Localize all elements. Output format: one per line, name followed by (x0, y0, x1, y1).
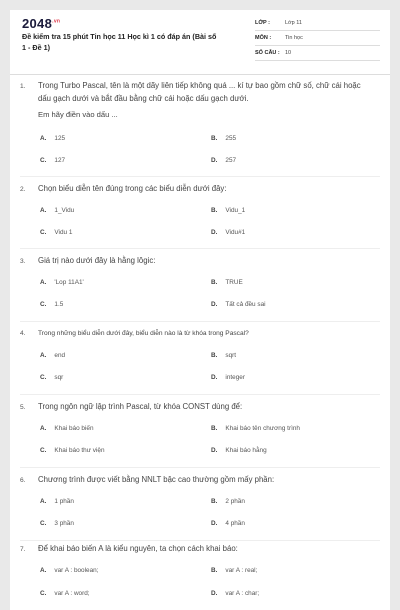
option-letter: B. (211, 425, 218, 432)
option-letter: D. (211, 520, 218, 527)
question-number: 2. (20, 186, 26, 193)
option-text: 'Lop 11A1' (54, 279, 84, 286)
meta-row-subject (255, 31, 380, 46)
question-number: 5. (20, 404, 26, 411)
option-text: Tất cả đều sai (225, 301, 266, 308)
option-b[interactable] (211, 352, 236, 359)
option-d[interactable] (211, 520, 245, 527)
option-text: 125 (54, 135, 66, 142)
option-letter: A. (40, 279, 47, 286)
option-letter: C. (40, 301, 47, 308)
option-text: 2 phần (225, 498, 245, 505)
option-text: Khai báo tên chương trình (225, 425, 300, 432)
option-b[interactable] (211, 279, 243, 286)
option-text: 255 (225, 135, 237, 142)
option-b[interactable] (211, 425, 300, 432)
option-c[interactable] (40, 229, 72, 236)
option-text: Khai báo thư viện (54, 447, 105, 454)
option-letter: A. (40, 352, 47, 359)
option-letter: D. (211, 157, 218, 164)
option-c[interactable] (40, 301, 63, 308)
option-text: 1.5 (54, 301, 64, 308)
option-letter: A. (40, 135, 47, 142)
question-divider (20, 467, 380, 468)
option-text: integer (225, 374, 245, 381)
question-number: 4. (20, 330, 26, 337)
logo-text: 2048 (22, 16, 53, 31)
option-text: var A : real; (225, 567, 258, 574)
question-divider (20, 540, 380, 541)
meta-table (255, 16, 380, 61)
option-letter: C. (40, 520, 47, 527)
option-text: 1 phần (54, 498, 74, 505)
meta-row-class (255, 16, 380, 31)
option-letter: C. (40, 157, 47, 164)
option-text: sqrt (225, 352, 237, 359)
option-a[interactable] (40, 425, 94, 432)
option-text: 4 phần (225, 520, 245, 527)
meta-value: Lớp 11 (285, 20, 302, 26)
meta-value: Tin học (285, 35, 303, 41)
question-divider (20, 248, 380, 249)
option-a[interactable] (40, 135, 65, 142)
header (10, 10, 390, 70)
page-title: Đề kiểm tra 15 phút Tin học 11 Học kì 1 có đáp án (Bài số 1 - Đề 1) (22, 32, 217, 52)
option-text: sqr (54, 374, 64, 381)
option-a[interactable] (40, 207, 74, 214)
option-c[interactable] (40, 520, 74, 527)
option-d[interactable] (211, 301, 266, 308)
exam-sheet (10, 10, 390, 610)
option-letter: B. (211, 498, 218, 505)
option-text: 127 (54, 157, 66, 164)
header-divider (10, 74, 390, 75)
option-b[interactable] (211, 498, 245, 505)
question-text: Chương trình được viết bằng NNLT bậc cao thường gồm mấy phần: (38, 475, 275, 484)
option-c[interactable] (40, 374, 63, 381)
option-letter: A. (40, 207, 47, 214)
option-a[interactable] (40, 352, 65, 359)
option-letter: D. (211, 374, 218, 381)
logo-suffix: .vn (52, 18, 61, 25)
option-letter: A. (40, 498, 47, 505)
question-subtext: Em hãy điền vào dấu ... (38, 110, 118, 119)
meta-key: LỚP : (255, 20, 270, 26)
option-letter: B. (211, 135, 218, 142)
option-d[interactable] (211, 590, 259, 597)
meta-value: 10 (285, 50, 292, 56)
meta-key: SỐ CÂU : (255, 50, 280, 56)
option-c[interactable] (40, 447, 105, 454)
option-text: var A : char; (225, 590, 260, 597)
option-d[interactable] (211, 447, 267, 454)
question-text: Chọn biểu diễn tên đúng trong các biểu diễn dưới đây: (38, 184, 227, 193)
option-text: 1_Vidu (54, 207, 75, 214)
question-text: Trong ngôn ngữ lập trình Pascal, từ khóa CONST dùng để: (38, 402, 243, 411)
site-logo[interactable] (22, 16, 60, 31)
option-d[interactable] (211, 157, 236, 164)
option-b[interactable] (211, 135, 236, 142)
question-number: 6. (20, 477, 26, 484)
option-text: Vidu 1 (54, 229, 73, 236)
option-a[interactable] (40, 498, 74, 505)
option-b[interactable] (211, 567, 257, 574)
question-divider (20, 321, 380, 322)
option-letter: D. (211, 301, 218, 308)
option-letter: B. (211, 279, 218, 286)
meta-row-count (255, 46, 380, 61)
question-number: 3. (20, 258, 26, 265)
question-text: Trong những biểu diễn dưới đây, biểu diễn nào là từ khóa trong Pascal? (38, 330, 249, 337)
meta-key: MÔN : (255, 35, 272, 41)
option-c[interactable] (40, 157, 65, 164)
option-d[interactable] (211, 374, 245, 381)
question-text: Để khai báo biến A là kiểu nguyên, ta chọn cách khai báo: (38, 544, 238, 553)
option-text: end (54, 352, 66, 359)
question-number: 7. (20, 546, 26, 553)
question-divider (20, 176, 380, 177)
option-letter: A. (40, 425, 47, 432)
option-letter: B. (211, 207, 218, 214)
option-letter: A. (40, 567, 47, 574)
option-text: var A : boolean; (54, 567, 99, 574)
option-letter: B. (211, 567, 218, 574)
option-text: Khai báo hằng (225, 447, 267, 454)
option-text: 257 (225, 157, 237, 164)
option-a[interactable] (40, 279, 84, 286)
option-a[interactable] (40, 567, 98, 574)
option-text: Vidu_1 (225, 207, 246, 214)
option-letter: D. (211, 590, 218, 597)
option-text: TRUE (225, 279, 243, 286)
option-letter: C. (40, 374, 47, 381)
option-text: var A : word; (54, 590, 90, 597)
option-letter: C. (40, 229, 47, 236)
option-letter: C. (40, 590, 47, 597)
option-letter: D. (211, 229, 218, 236)
question-text: Trong Turbo Pascal, tên là một dãy liên tiếp không quá ... kí tự bao gồm chữ số, chữ cái hoặc dấu gạch dưới và bắt đầu bằng chữ cái hoặc dấu gạch dưới. (38, 81, 361, 103)
question-text: Giá trị nào dưới đây là hằng lôgic: (38, 256, 156, 265)
question-number: 1. (20, 83, 26, 90)
question-divider (20, 394, 380, 395)
option-c[interactable] (40, 590, 90, 597)
option-b[interactable] (211, 207, 245, 214)
option-text: Khai báo biến (54, 425, 94, 432)
option-letter: D. (211, 447, 218, 454)
option-d[interactable] (211, 229, 245, 236)
option-letter: B. (211, 352, 218, 359)
option-letter: C. (40, 447, 47, 454)
option-text: 3 phần (54, 520, 74, 527)
option-text: Vidu#1 (225, 229, 246, 236)
